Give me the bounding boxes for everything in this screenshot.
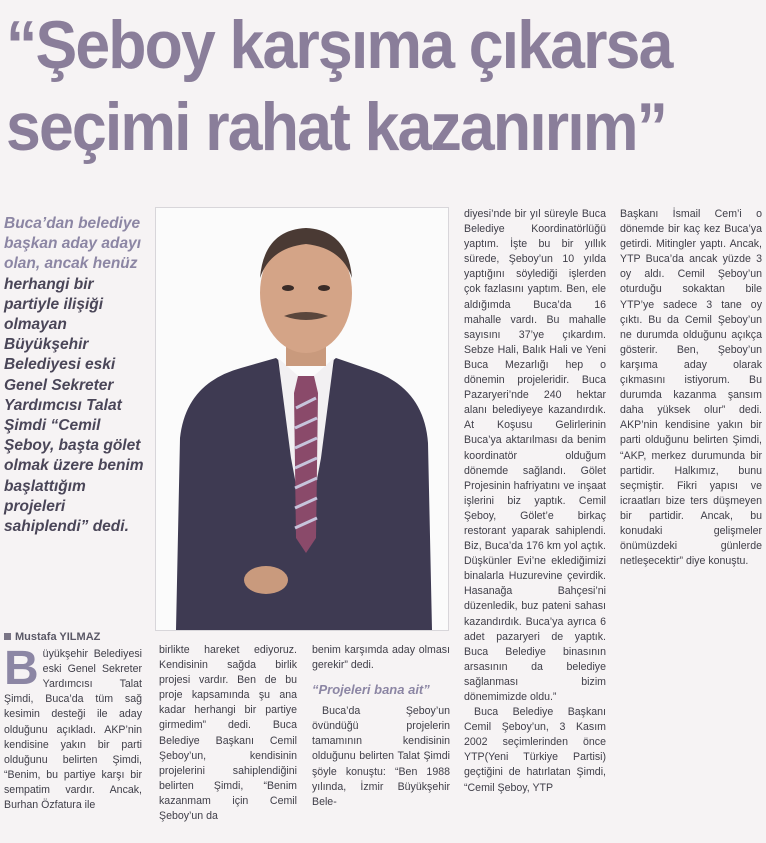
column-5-text: Başkanı İsmail Cem’i o dönemde bir kaç kez Buca’ya getirdi. Mitingler yaptı. Ancak, YTP Buca’da ancak yüzde 3 oy aldı. Cemil Şeboy’un oturduğu sokaktan bile YTP’ye sadece 3 tane oy çıktı. Bu da Cemil Şeboy’un ne durumda olduğunu açıkça gösterir. Ben, Şeboy’un karşıma aday olarak çıkmasını istiyorum. Bu durumda kazanma şansım daha yüksek olur” dedi. AKP’nin kendisine yakın bir parti olduğunu belirten Şimdi, “AKP, merkez durumunda bir partidir. Halkımız, bunu seçmiştir. Fikri yapısı ve icraatları bize ters düşmeyen bir partidir. Ancak, bu konudaki gelişmeler önümüzdeki günlerde netleşecektir” diye konuştu. [620,208,762,568]
lead-part-2: herhangi bir partiyle ilişiği olmayan Büyükşehir Belediyesi eski Genel Sekreter Yardımcısı Talat Şimdi “Cemil Şeboy, başta gölet olmak üzere benim başlattığım projeleri sahiplendi” dedi. [4,275,144,536]
column-4-text-b: Buca Belediye Başkanı Cemil Şeboy’un, 3 Kasım 2002 seçimlerinden önce YTP(Yeni Türkiye Partisi) geçtiğini de hatırlatan Şimdi, “Cemil Şeboy, YTP [464,706,606,794]
column-2-text: birlikte hareket ediyoruz. Kendisinin sağda birlik projesi vardır. Ben de bu proje kapsamında şu ana kadar herhangi bir partiye girmedim” dedi. Buca Belediye Başkanı Cemil Şeboy’un, kendisinin projelerini sahiplendiğini belirten Şimdi, “Benim kazanmam için Cemil Şeboy’un da [159,644,297,823]
dropcap: B [4,642,39,696]
column-4-text-a: diyesi’nde bir yıl süreyle Buca Belediye Koordinatörlüğü yaptım. İşte bu bir yıllık sürede, Şeboy’un 10 yılda yaptığını söylediği işlerden çok fazlasını yaptım. Ben, ele aldığımda Buca’da 16 mahalle vardı. Bu mahalle sayısını 37’ye çıkardım. Sebze Hali, Balık Hali ve Yeni Buca Mezarlığı hep o dönemin projeleridir. Buca Pazaryeri’nde 240 hektar alanı belediyeye kazandırdık. At Koşusu Gelirlerinin Buca’ya aktarılması da benim koordinatör olduğum dönemde sağlandı. Gölet Projesinin hafriyatını ve inşaat işlerini biz yaptık. Cemil Şeboy, Gölet’e birkaç restorant yaparak sahiplendi. Biz, Buca’da 176 km yol açtık. Düşkünler Evi’ne eklediğimizi binalarla Huzurevine çevirdik. Hasanağa Bahçesi’ni düzenledik, buz pateni sahası kazandırdık. Buca’ya ayrıca 6 adet pazaryeri de yaptık. Buca Belediye binasının arsasının da belediye sağlanması bizim dönemimizde oldu.” [464,208,606,703]
portrait-photo [155,207,449,631]
headline-line-2: seçimi rahat kazanırım” [6,89,667,165]
article-column-1 [4,630,142,813]
lead-part-1: Buca’dan belediye başkan aday adayı olan, ancak henüz [4,215,141,273]
byline [4,630,142,645]
headline [6,4,702,168]
subheading: “Projeleri bana ait” [312,682,430,698]
byline-text: Mustafa YILMAZ [15,631,101,643]
article-column-5 [620,207,762,569]
article-column-2 [159,643,297,824]
lead-paragraph [4,214,146,537]
headline-line-1: “Şeboy karşıma çıkarsa [6,7,672,83]
column-3-text-b: Buca’da Şeboy’un övündüğü projelerin tamamının kendisinin olduğunu belirten Talat Şimdi şöyle konuştu: “Ben 1988 yılında, İzmir Büyükşehir Bele- [312,705,450,808]
article-column-3 [312,643,450,810]
column-1-text: üyükşehir Belediyesi eski Genel Sekreter Yardımcısı Talat Şimdi, Buca’da tüm sağ kesimin desteği ile aday olduğunu açıkladı. AKP’nin kendisine yakın bir parti olduğunu belirten Şimdi, “Benim, bu partiye karşı bir sempatim vardır. Ancak, Burhan Özfatura ile [4,648,142,812]
column-3-text-a: benim karşımda aday olması gerekir” dedi. [312,644,450,672]
portrait-illustration [156,208,448,630]
byline-square-icon [4,633,11,640]
article-column-4 [464,207,606,796]
